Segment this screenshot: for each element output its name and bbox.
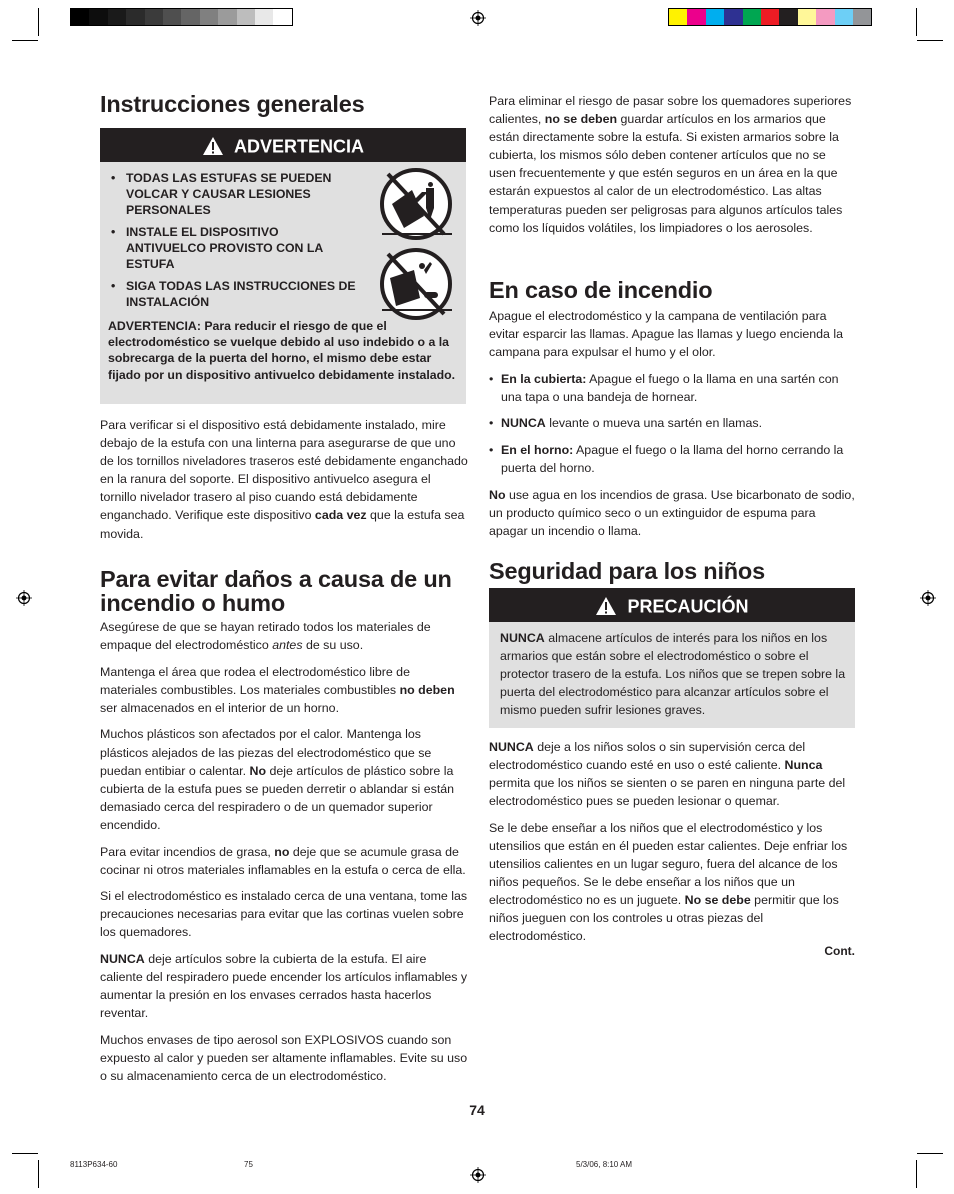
page-number: 74 (469, 1102, 485, 1118)
text-span: Asegúrese de que se hayan retirado todos los materiales de empaque del electrodoméstico (100, 620, 431, 653)
warning-note-text: Para reducir el riesgo de que el electrodoméstico se vuelque debido al uso indebido o a la sobrecarga de la puerta del horno, el mismo debe estar fijado por un dispositivo antivuelco debidamente instalado. (108, 319, 456, 382)
text-span: Para evitar incendios de grasa, (100, 844, 275, 859)
list-item (489, 441, 855, 477)
warning-box (100, 162, 466, 404)
italic-text: antes (272, 638, 303, 653)
text-span: deje a los niños solos o sin supervisión cerca del electrodoméstico cuando esté en uso o esté caliente. (489, 740, 806, 773)
text-span: deje que se acumule grasa de cocinar ni otros materiales inflamables en la estufa o cerca de ella. (100, 844, 466, 877)
footer-date: 5/3/06, 8:10 AM (576, 1160, 633, 1169)
bold-text: No (249, 763, 267, 778)
color-swatch (798, 9, 816, 25)
paragraph (100, 618, 468, 654)
color-swatch (743, 9, 761, 25)
crop-mark (38, 8, 39, 36)
warning-label: ADVERTENCIA (233, 136, 364, 157)
color-swatch (816, 9, 834, 25)
fire-smoke-body (100, 618, 468, 1094)
bold-text: No se debe (684, 893, 751, 908)
text-span: Se le debe enseñar a los niños que el electrodoméstico y los utensilios que están en él pueden estar calientes. Deje enfriar los utensilios calientes en un lugar seguro, fuera del alcance de los niños pequeños. Se le debe enseñar a los niños que un electrodoméstico no es un juguete. (489, 820, 848, 908)
color-swatch (724, 9, 742, 25)
paragraph: Muchos envases de tipo aerosol son EXPLOSIVOS cuando son expuesto al calor y pueden ser altamente inflamables. Evite su uso o su almacenamiento cerca de un electrodoméstico. (100, 1032, 468, 1084)
bold-text: En el horno: (501, 443, 574, 458)
color-swatch (163, 9, 181, 25)
bold-text: En la cubierta: (501, 371, 587, 386)
color-swatch (126, 9, 144, 25)
paragraph: Si el electrodoméstico es instalado cerca de una ventana, tome las precauciones necesarias para evitar que las cortinas vuelen sobre los quemadores. (100, 889, 468, 940)
text-span: Muchos plásticos son afectados por el calor. Mantenga los plásticos alejados de las piezas del electrodoméstico que se puedan entibiar o calentar. (100, 727, 432, 778)
color-swatch (255, 9, 273, 25)
anti-tip-verify-text (100, 416, 468, 551)
color-swatch (218, 9, 236, 25)
paragraph (100, 416, 468, 543)
text-span: ser almacenados en el interior de un horno. (100, 700, 340, 715)
text-span: permitir que los niños jueguen con los controles u otras piezas del electrodoméstico. (489, 893, 839, 944)
registration-mark-icon (470, 1167, 486, 1183)
bold-text: no se deben (544, 112, 618, 127)
paragraph (489, 738, 855, 810)
crop-mark (917, 40, 943, 41)
warning-list (108, 170, 356, 316)
warning-banner (100, 128, 466, 162)
text-span: use agua en los incendios de grasa. Use bicarbonato de sodio, un producto químico seco o un extinguidor de espuma para apagar un incendio o llama. (489, 487, 855, 538)
crop-mark (12, 1153, 38, 1154)
continued-label: Cont. (824, 944, 855, 958)
paragraph (100, 663, 468, 717)
text-span: Mantenga el área que rodea el electrodoméstico libre de materiales combustibles. Los materiales combustibles (100, 664, 410, 697)
text-span: Apague el fuego o la llama en una sartén con una tapa o una bandeja de hornear. (501, 371, 839, 404)
process-color-bar (668, 8, 872, 26)
paragraph (100, 950, 468, 1022)
warning-triangle-icon (202, 136, 224, 156)
color-swatch (779, 9, 797, 25)
warning-note-lead: ADVERTENCIA: (108, 319, 205, 333)
list-item (489, 370, 855, 406)
bold-text: cada vez (314, 508, 367, 523)
footer-page: 75 (244, 1160, 253, 1169)
text-span: deje artículos de plástico sobre la cubierta de la estufa pues se pueden derretir o ablandar si están demasiado cerca del respiradero o de un quemador superior encendido. (100, 763, 455, 832)
registration-mark-icon (920, 590, 936, 606)
color-swatch (145, 9, 163, 25)
bold-text: no deben (399, 682, 455, 697)
text-span: Apague el fuego o la llama del horno cerrando la puerta del horno. (501, 443, 844, 476)
bold-text: NUNCA (501, 416, 546, 431)
warning-item: • SIGA TODAS LAS INSTRUCCIONES DE INSTALACIÓN (108, 278, 356, 310)
section-heading-fire-smoke: Para evitar daños a causa de un incendio o humo (100, 566, 452, 616)
caution-label: PRECAUCIÓN (627, 596, 749, 617)
footer-doc-code: 8113P634-60 (70, 1160, 118, 1169)
paragraph (489, 819, 855, 946)
bold-text: NUNCA (100, 952, 145, 966)
text-span: de su uso. (302, 638, 364, 653)
paragraph (489, 92, 855, 237)
range-tipover-child-icon (378, 168, 456, 240)
crop-mark (12, 40, 38, 41)
text-span: que la estufa sea movida. (100, 508, 465, 541)
color-swatch (89, 9, 107, 25)
range-tipped-over-icon (378, 248, 456, 320)
color-swatch (108, 9, 126, 25)
color-swatch (853, 9, 871, 25)
warning-note (108, 318, 458, 383)
color-swatch (761, 9, 779, 25)
text-span: almacene artículos de interés para los niños en los armarios que están sobre el electrodoméstico o sobre el protector trasero de la estufa. Los niños que se trepen sobre la puerta del electrodoméstico para alcanzar artículos sobre el mismo pueden sufrir lesiones graves. (500, 631, 846, 718)
list-item (489, 414, 855, 432)
section-heading-child-safety: Seguridad para los niños (489, 558, 765, 584)
warning-triangle-icon (595, 596, 617, 616)
fire-body (489, 307, 855, 549)
text-span: Para eliminar el riesgo de pasar sobre los quemadores superiores calientes, (489, 94, 852, 127)
color-swatch (237, 9, 255, 25)
caution-banner (489, 588, 855, 622)
bold-text: NUNCA (500, 631, 545, 645)
crop-mark (38, 1160, 39, 1188)
section-heading-fire: En caso de incendio (489, 277, 713, 303)
bold-text: No (489, 487, 506, 502)
warning-item: • TODAS LAS ESTUFAS SE PUEDEN VOLCAR Y CAUSAR LESIONES PERSONALES (108, 170, 356, 218)
color-swatch (273, 9, 291, 25)
caution-text (500, 629, 850, 719)
crop-mark (917, 1153, 943, 1154)
color-swatch (669, 9, 687, 25)
registration-mark-icon (470, 10, 486, 26)
color-swatch (71, 9, 89, 25)
text-span: permita que los niños se sienten o se paren en ninguna parte del electrodoméstico pues se pueden lesionar o quemar. (489, 776, 846, 809)
section-heading-general: Instrucciones generales (100, 91, 365, 117)
color-swatch (706, 9, 724, 25)
text-span: deje artículos sobre la cubierta de la estufa. El aire caliente del respiradero puede encender los artículos inflamables y aumentar la presión en los envases cerrados hasta hacerlos reventar. (100, 952, 468, 1021)
bold-text: NUNCA (489, 740, 534, 754)
warning-item: • INSTALE EL DISPOSITIVO ANTIVUELCO PROVISTO CON LA ESTUFA (108, 224, 356, 272)
crop-mark (916, 8, 917, 36)
paragraph (100, 725, 468, 834)
text-span: levante o mueva una sartén en llamas. (545, 416, 763, 431)
crop-mark (916, 1160, 917, 1188)
text-span: Para verificar si el dispositivo está debidamente instalado, mire debajo de la estufa con una linterna para asegurarse de que uno de los tornillos niveladores traseros esté debidamente enganchado en la ranura del soporte. El dispositivo antivuelco asegura el tornillo nivelador trasero al piso cuando está debidamente enganchado. Verifique este dispositivo (100, 418, 468, 523)
text-span: guardar artículos en los armarios que están directamente sobre la estufa. Si existen armarios sobre la cubierta, los mismos sólo deben contener artículos que no se usen frecuentemente y que estén seguros en un área en la que estarán expuestos al calor de un electrodoméstico. Las altas temperaturas pueden ser peligrosas para algunos artículos tales como los líquidos volátiles, los limpiadores o los aerosoles. (489, 112, 843, 235)
paragraph: Apague el electrodoméstico y la campana de ventilación para evitar esparcir las llamas. Apague las llamas y luego encienda la campana para expulsar el humo y el olor. (489, 309, 844, 360)
cabinets-warning-text (489, 92, 855, 245)
color-swatch (181, 9, 199, 25)
paragraph (489, 486, 855, 540)
bold-text: no (274, 844, 290, 859)
color-swatch (200, 9, 218, 25)
color-swatch (835, 9, 853, 25)
color-swatch (687, 9, 705, 25)
child-safety-body (489, 738, 855, 954)
registration-mark-icon (16, 590, 32, 606)
bold-text: Nunca (784, 758, 823, 773)
caution-box (489, 622, 855, 728)
grayscale-color-bar (70, 8, 293, 26)
paragraph (100, 843, 468, 879)
